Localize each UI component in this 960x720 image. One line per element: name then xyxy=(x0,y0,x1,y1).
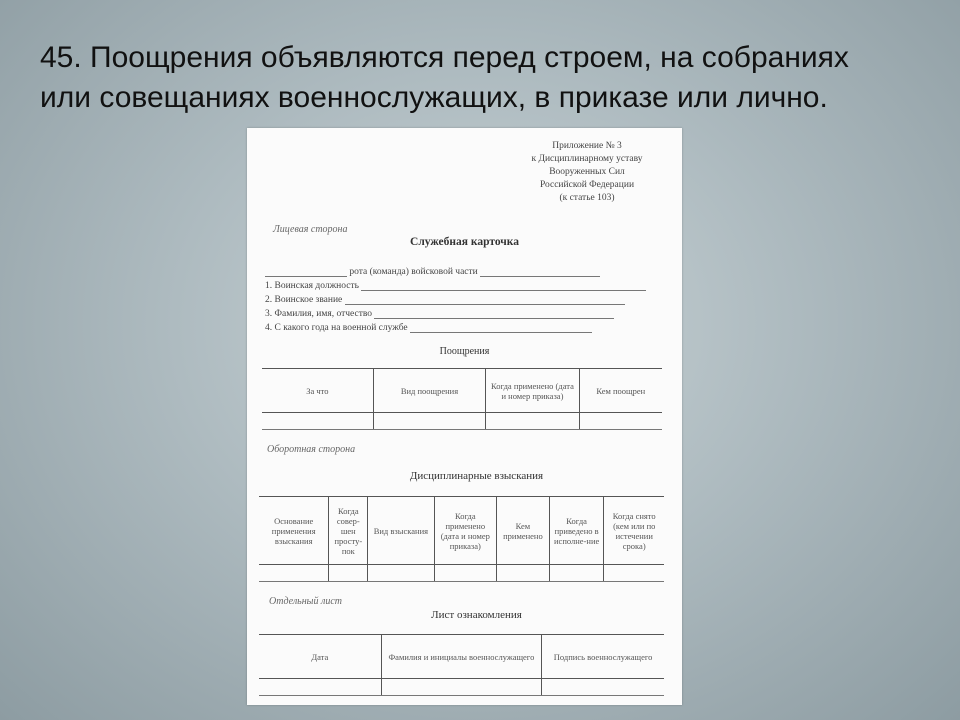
appendix-note xyxy=(502,140,672,205)
blank-line xyxy=(480,266,600,277)
table-header-row xyxy=(259,635,664,679)
field-label: 4. С какого года на военной службе xyxy=(265,323,408,333)
unit-line-label: рота (команда) войсковой части xyxy=(349,267,478,277)
blank-line xyxy=(361,280,646,291)
unit-line xyxy=(265,266,655,280)
column-header: Вид взыскания xyxy=(368,497,434,565)
acquaintance-title: Лист ознакомления xyxy=(431,609,522,621)
column-header: Кем поощрен xyxy=(579,369,662,413)
blank-line xyxy=(374,308,614,319)
table-header-row xyxy=(259,497,664,565)
card-title: Служебная карточка xyxy=(410,236,519,248)
field-label: 3. Фамилия, имя, отчество xyxy=(265,309,373,319)
penalties-table xyxy=(259,496,664,582)
table-row xyxy=(259,565,664,582)
column-header: Вид поощрения xyxy=(373,369,486,413)
table-row xyxy=(259,679,664,696)
field-label: 2. Воинское звание xyxy=(265,295,343,305)
appendix-line: Вооруженных Сил xyxy=(549,167,625,177)
service-card-document xyxy=(247,128,682,705)
column-header: Когда применено (дата и номер приказа) xyxy=(434,497,497,565)
table-row xyxy=(262,413,662,430)
field-label: 1. Воинская должность xyxy=(265,281,359,291)
appendix-line: Российской Федерации xyxy=(539,180,635,190)
field-rank xyxy=(265,294,655,308)
blank-line xyxy=(410,322,592,333)
slide-title-line-2: или совещаниях военнослужащих, в приказе или лично. xyxy=(40,81,828,114)
blank-line xyxy=(265,266,347,277)
table-header-row xyxy=(262,369,662,413)
slide-title xyxy=(40,38,930,118)
separate-sheet-label: Отдельный лист xyxy=(269,596,342,607)
slide-title-line-1: 45. Поощрения объявляются перед строем, на собраниях xyxy=(40,41,849,74)
rewards-title: Поощрения xyxy=(439,346,490,357)
appendix-line: Приложение № 3 xyxy=(552,141,622,151)
column-header: Когда приведено в исполне-ние xyxy=(549,497,604,565)
field-service-year xyxy=(265,322,655,336)
blank-line xyxy=(345,294,625,305)
column-header: За что xyxy=(262,369,373,413)
acquaintance-table xyxy=(259,634,664,696)
card-fields xyxy=(265,266,655,336)
column-header: Когда применено (дата и номер приказа) xyxy=(486,369,579,413)
column-header: Дата xyxy=(259,635,381,679)
back-side-label: Оборотная сторона xyxy=(267,444,356,455)
column-header: Кем применено xyxy=(497,497,550,565)
column-header: Когда снято (кем или по истечении срока) xyxy=(604,497,664,565)
field-full-name xyxy=(265,308,655,322)
column-header: Фамилия и инициалы военнослужащего xyxy=(381,635,542,679)
column-header: Когда совер-шен просту-пок xyxy=(329,497,368,565)
appendix-line: к Дисциплинарному уставу xyxy=(531,154,643,164)
column-header: Основание применения взыскания xyxy=(259,497,329,565)
field-position xyxy=(265,280,655,294)
front-side-label: Лицевая сторона xyxy=(273,224,348,235)
appendix-line: (к статье 103) xyxy=(559,193,615,203)
column-header: Подпись военнослужащего xyxy=(542,635,664,679)
penalties-title: Дисциплинарные взыскания xyxy=(409,470,544,482)
rewards-table xyxy=(262,368,662,430)
